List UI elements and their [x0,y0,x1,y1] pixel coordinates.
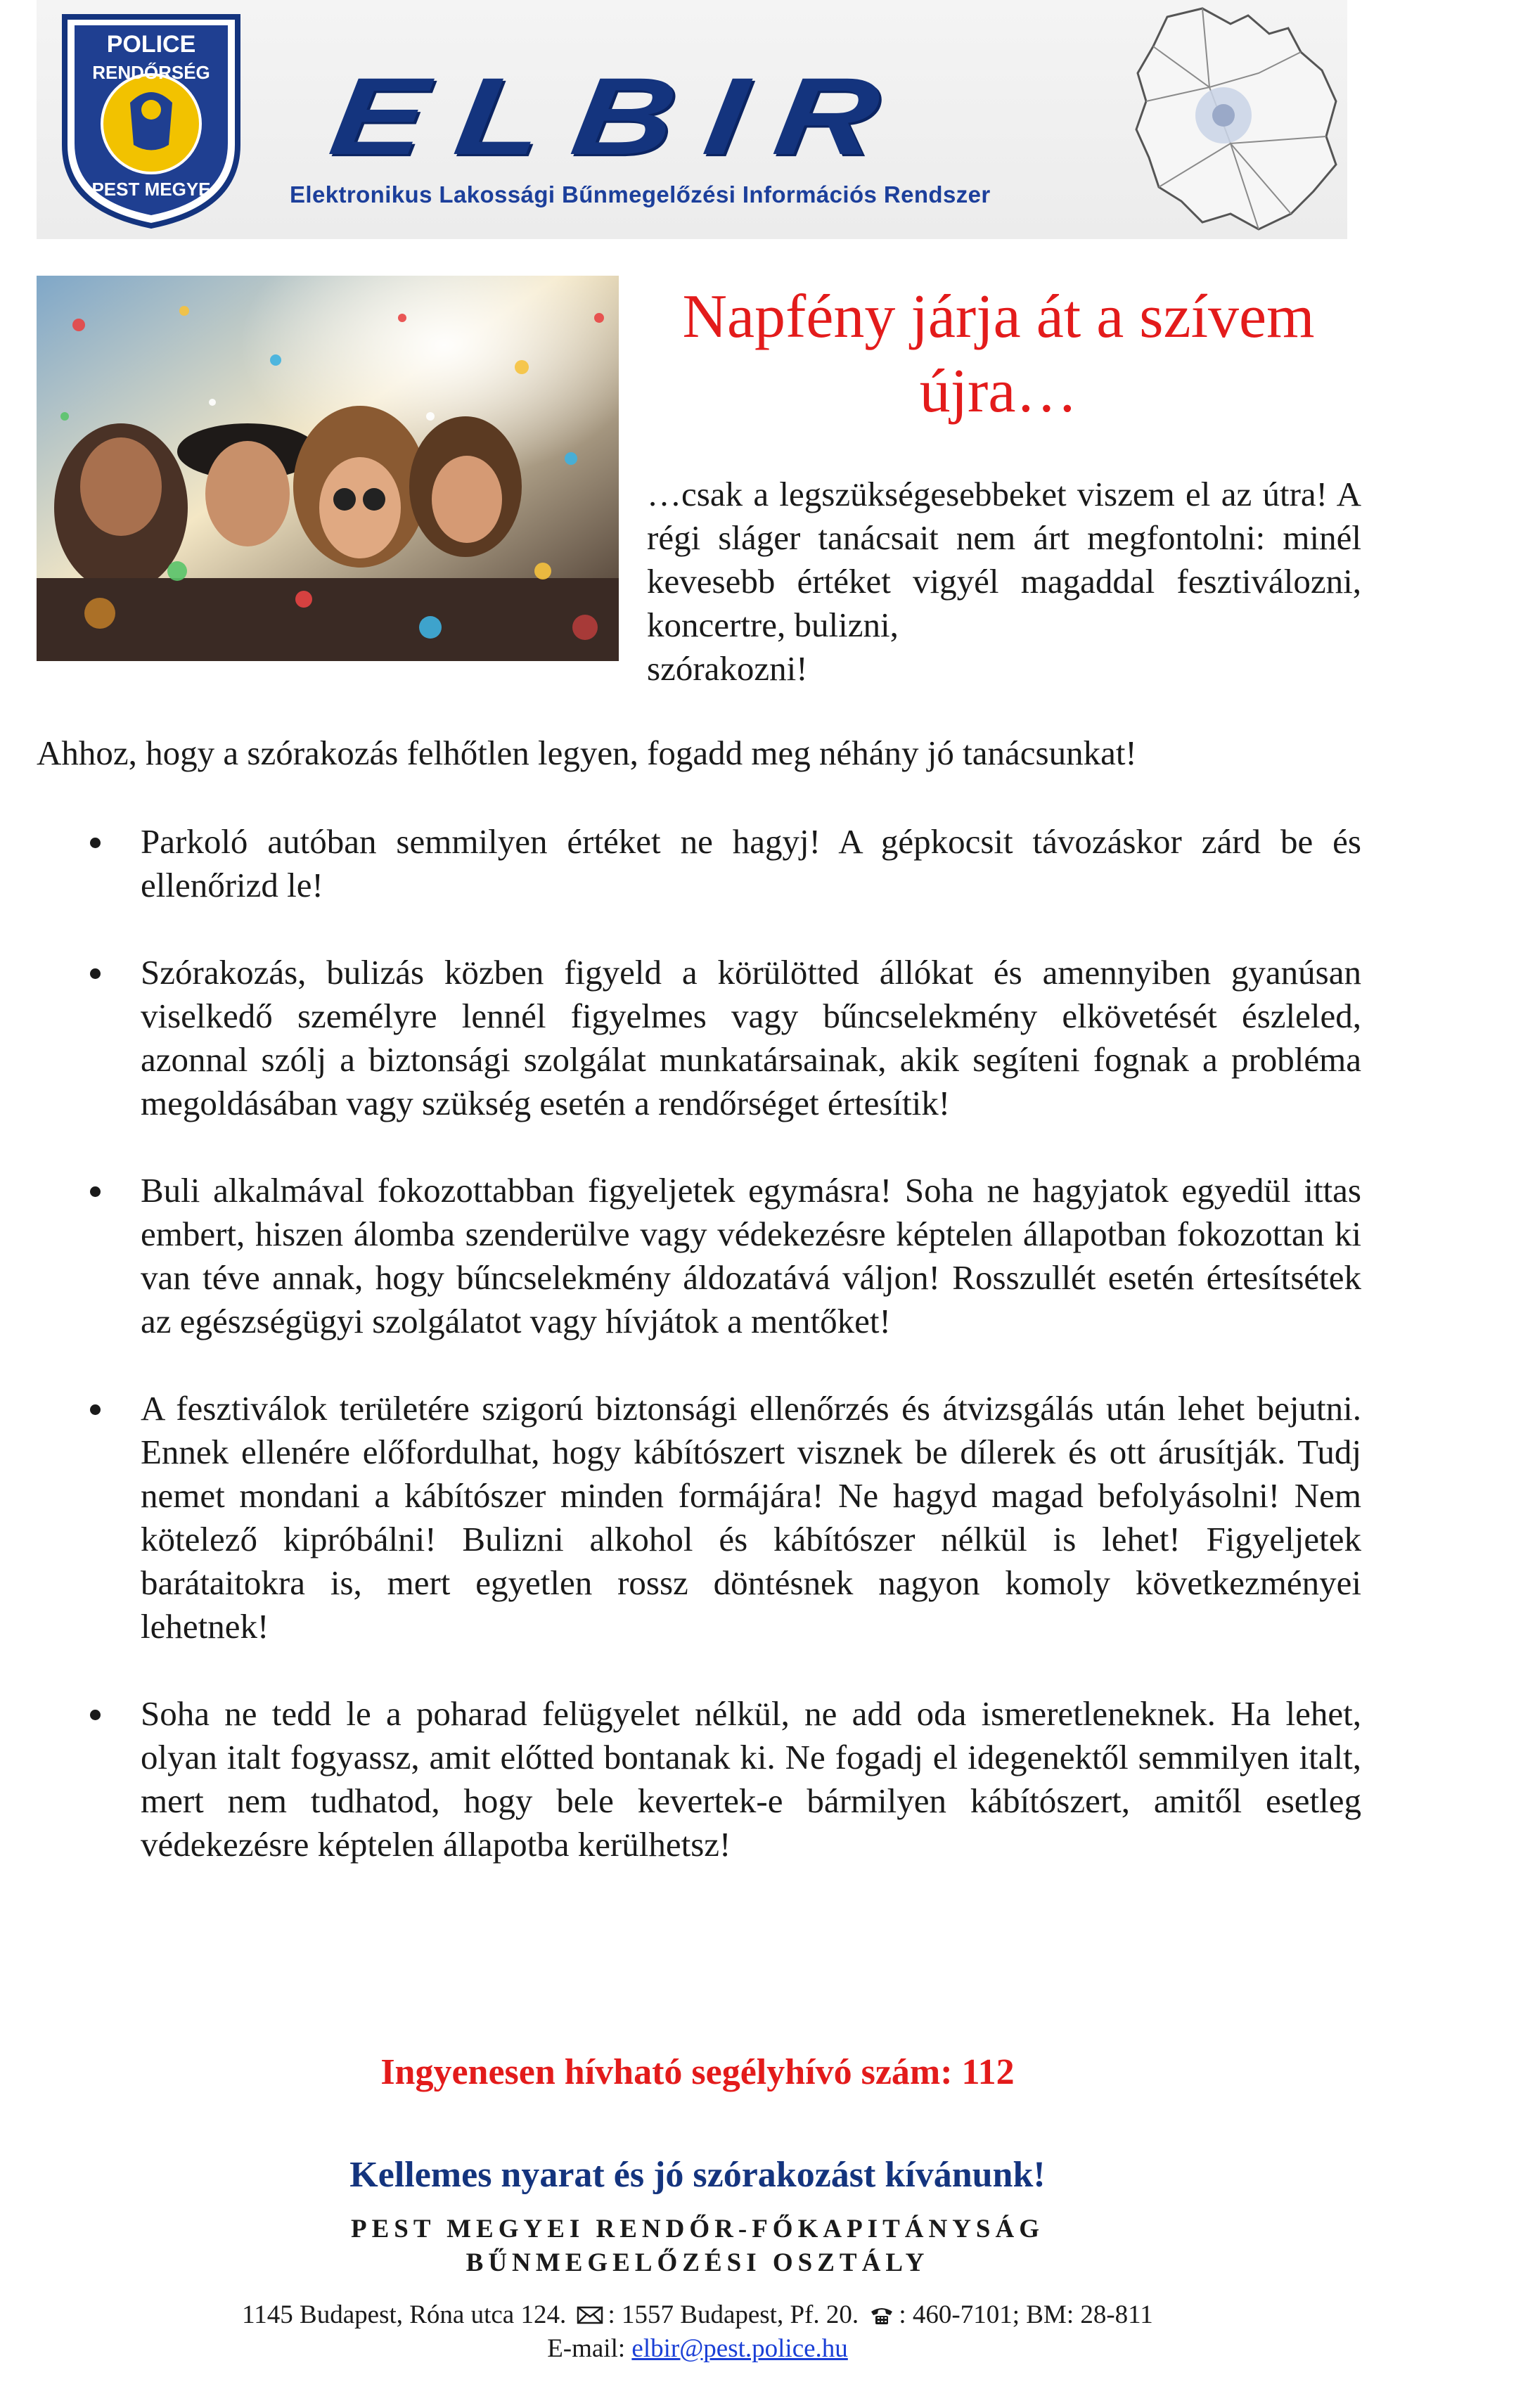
badge-top-text: POLICE [106,31,196,58]
closing-wish: Kellemes nyarat és jó szórakozást kívánunk! [349,2155,1046,2195]
envelope-icon [577,2305,603,2325]
intro-text: …csak a legszükségesebbeket viszem el az útra! A régi sláger tanácsait nem árt megfontolni: minél kevesebb értéket vigyél magaddal fesztiválozni, koncertre, bulizni, [647,475,1361,644]
organization-name [0,2212,1395,2280]
bullet-icon [90,1404,101,1415]
telephone-icon [869,2305,894,2326]
bullet-icon [90,838,101,848]
article-title-line-2: újra… [919,357,1078,425]
list-item [37,1169,1361,1343]
email-link[interactable]: elbir@pest.police.hu [631,2334,848,2363]
phone-numbers: : 460-7101; BM: 28-811 [899,2300,1153,2329]
intro-text-last: szórakozni! [647,649,808,688]
tip-text: Soha ne tedd le a poharad felügyelet nélkül, ne add oda ismeretleneknek. Ha lehet, olyan italt fogyassz, amit előtted bontanak ki. Ne fogadj el idegenektől semmilyen italt, mert nem tudhatod, hogy bele kevertek-e bármilyen kábítószert, amitől esetleg védekezésre képtelen állapotba kerülhetsz! [141,1694,1361,1864]
emergency-number: Ingyenesen hívható segélyhívó szám: 112 [380,2052,1015,2092]
organization-line-2: BŰNMEGELŐZÉSI OSZTÁLY [465,2248,930,2277]
bullet-icon [90,968,101,979]
tips-list [37,820,1361,1910]
tip-text: Parkoló autóban semmilyen értéket ne hagyj! A gépkocsit távozáskor zárd be és ellenőrizd le! [141,822,1361,904]
street-address: 1145 Budapest, Róna utca 124. [242,2300,567,2329]
contact-line [0,2298,1395,2332]
list-item [37,951,1361,1125]
bullet-icon [90,1710,101,1720]
intro-paragraph [647,473,1361,691]
article-title [633,280,1364,429]
badge-middle-text: RENDŐRSÉG [92,62,210,83]
badge-bottom-text: PEST MEGYE [91,179,211,200]
article-title-line-1: Napfény járja át a szívem [682,283,1315,351]
bullet-icon [90,1186,101,1197]
contact-block [0,2298,1395,2366]
header-banner [37,0,1347,239]
email-label: E-mail: [547,2334,632,2363]
lead-sentence: Ahhoz, hogy a szórakozás felhőtlen legyen, fogadd meg néhány jó tanácsunkat! [37,734,1137,772]
festival-party-photo [37,276,619,661]
elbir-tagline: Elektronikus Lakossági Bűnmegelőzési Információs Rendszer [290,181,991,207]
elbir-wordmark: ELBIR [323,55,918,178]
police-badge-logo [56,4,246,229]
postal-address: : 1557 Budapest, Pf. 20. [608,2300,859,2329]
list-item [37,1692,1361,1866]
list-item [37,1387,1361,1648]
list-item [37,820,1361,907]
pest-county-map-icon [1125,3,1343,235]
tip-text: A fesztiválok területére szigorú biztonsági ellenőrzés és átvizsgálás után lehet bejutni. Ennek ellenére előfordulhat, hogy kábítószert visznek be dílerek és ott árusítják. Tudj nemet mondani a kábítószer minden formájára! Ne hagyd magad befolyásolni! Nem kötelező kipróbálni! Bulizni alkohol és kábítószer nélkül is lehet! Figyeljetek barátaitokra is, mert egyetlen rossz döntésnek nagyon komoly következményei lehetnek! [141,1389,1361,1646]
organization-line-1: PEST MEGYEI RENDŐR-FŐKAPITÁNYSÁG [350,2215,1044,2243]
email-line [0,2332,1395,2366]
tip-text: Buli alkalmával fokozottabban figyeljetek egymásra! Soha ne hagyjatok egyedül ittas embert, hiszen álomba szenderülve vagy védekezésre képtelen állapotban fokozottan ki van téve annak, hogy bűncselekmény áldozatává váljon! Rosszullét esetén értesítsétek az egészségügyi szolgálatot vagy hívjátok a mentőket! [141,1171,1361,1340]
tip-text: Szórakozás, bulizás közben figyeld a körülötted állókat és amennyiben gyanúsan viselkedő személyre lennél figyelmes vagy bűncselekmény elkövetését észleled, azonnal szólj a biztonsági szolgálat munkatársainak, akik segíteni fognak a probléma megoldásában vagy szükség esetén a rendőrséget értesítik! [141,953,1361,1122]
